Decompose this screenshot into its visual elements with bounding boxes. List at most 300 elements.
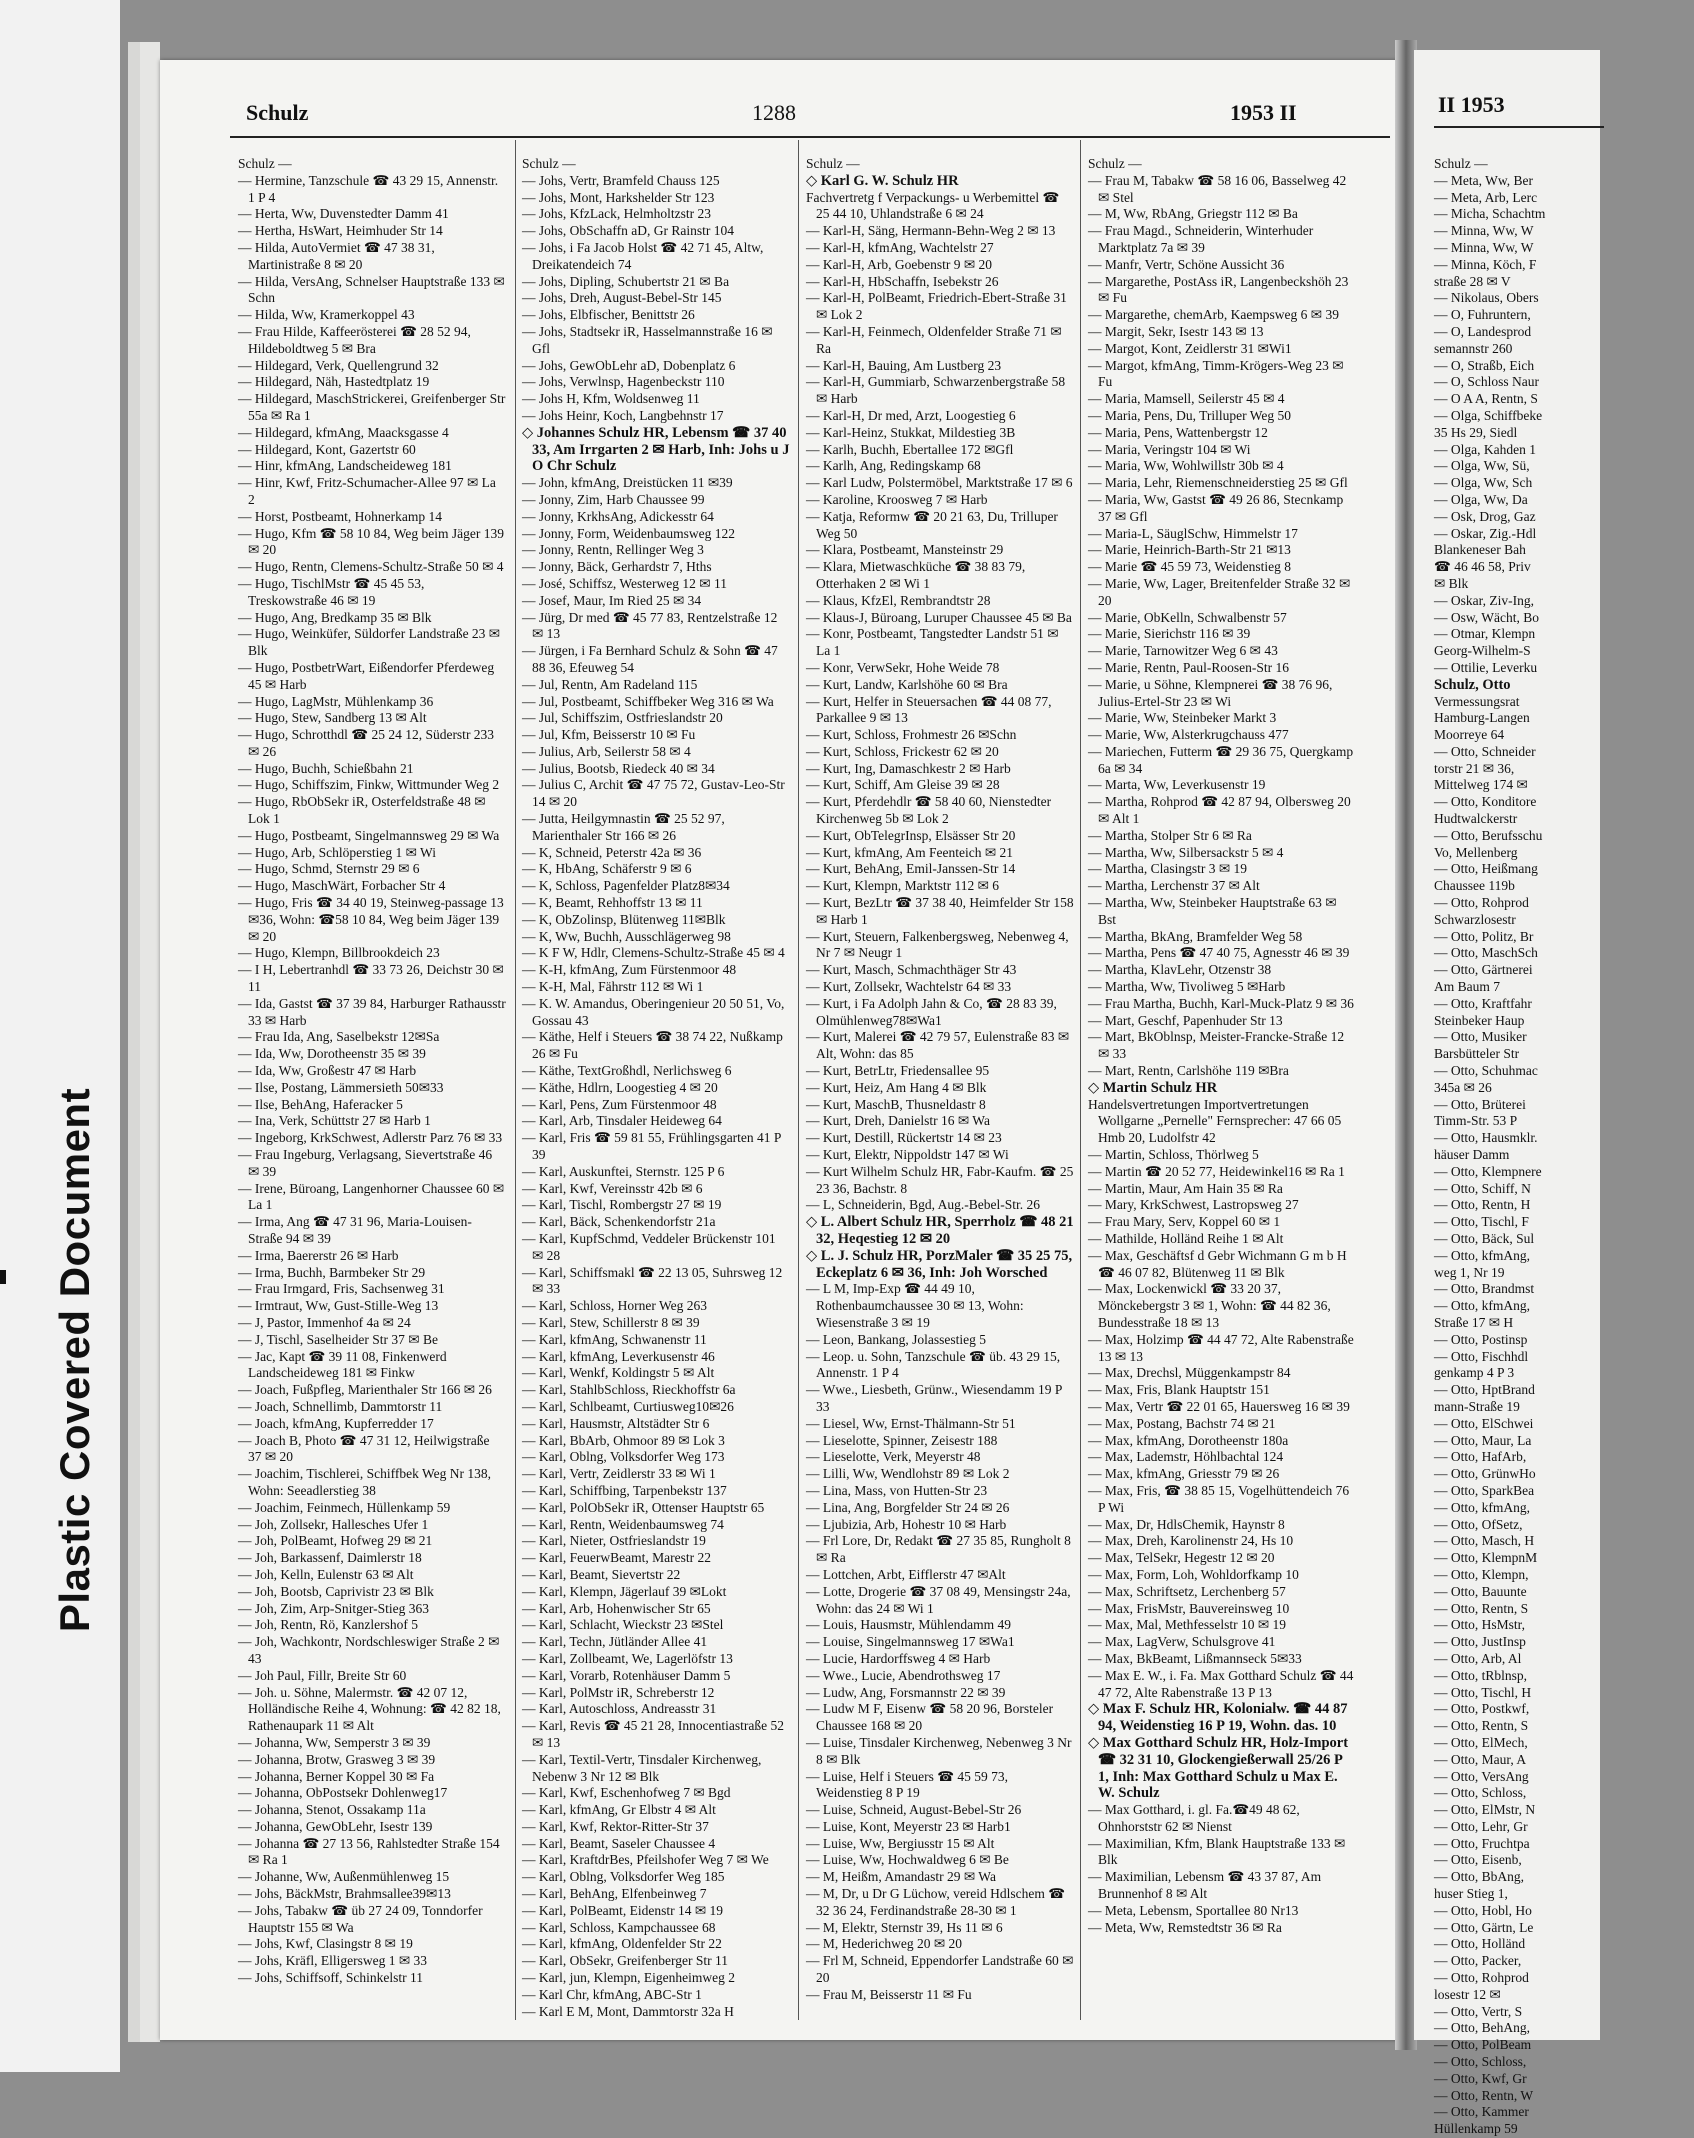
directory-entry: — Johs Heinr, Koch, Langbehnstr 17	[522, 407, 724, 423]
directory-entry: 35 Hs 29, Siedl	[1434, 424, 1518, 440]
directory-entry: — Marie ☎ 45 59 73, Weidenstieg 8	[1088, 559, 1291, 575]
directory-entry: — K, Beamt, Rehhoffstr 13 ✉ 11	[522, 895, 703, 911]
directory-entry: — M, Elektr, Sternstr 39, Hs 11 ✉ 6	[806, 1919, 1003, 1935]
directory-entry: Steinbeker Haup	[1434, 1012, 1525, 1028]
column-rule	[515, 140, 516, 2020]
directory-entry: torstr 21 ✉ 36,	[1434, 760, 1515, 776]
directory-entry: — Otto, ElMech,	[1434, 1734, 1528, 1750]
directory-entry: — Ida, Ww, Dorotheenstr 35 ✉ 39	[238, 1046, 426, 1062]
directory-entry: — Frau M, Beisserstr 11 ✉ Fu	[806, 1986, 972, 2002]
directory-entry: — Irma, Baererstr 26 ✉ Harb	[238, 1247, 399, 1263]
directory-entry: — Leon, Bankang, Jolassestieg 5	[806, 1331, 986, 1347]
directory-entry: — Karl-H, PolBeamt, Friedrich-Ebert-Straße 31 ✉ Lok 2	[806, 290, 1067, 323]
directory-entry: — Lieselotte, Spinner, Zeisestr 188	[806, 1432, 998, 1448]
directory-entry: — Konr, Postbeamt, Tangstedter Landstr 51 ✉ La 1	[806, 626, 1059, 659]
directory-entry: — Otto, Klempn,	[1434, 1566, 1529, 1582]
directory-entry: — Kurt, Landw, Karlshöhe 60 ✉ Bra	[806, 676, 1008, 692]
directory-entry: — Otto, PolBeam	[1434, 2037, 1532, 2053]
directory-entry: — Jürgen, i Fa Bernhard Schulz & Sohn ☎ 47 88 36, Efeuweg 54	[522, 643, 778, 675]
directory-entry: — M, Ww, RbAng, Griegstr 112 ✉ Ba	[1088, 206, 1298, 222]
directory-entry: — Hildegard, MaschStrickerei, Greifenberger Str 55a ✉ Ra 1	[238, 391, 506, 423]
directory-entry: Fachvertretg f Verpackungs- u Werbemittel ☎ 25 44 10, Uhlandstraße 6 ✉ 24	[806, 189, 1060, 222]
directory-entry: — Max E. W., i. Fa. Max Gotthard Schulz ☎ 44 47 72, Alte Rabenstraße 13 P 13	[1088, 1667, 1354, 1700]
directory-entry: — Klara, Postbeamt, Mansteinstr 29	[806, 542, 1004, 558]
directory-entry: — J, Tischl, Saselheider Str 37 ✉ Be	[238, 1331, 438, 1347]
directory-entry: — Otto, OfSetz,	[1434, 1516, 1523, 1532]
directory-entry: — Olga, Kahden 1	[1434, 441, 1536, 457]
directory-entry: — Hugo, Fris ☎ 34 40 19, Steinweg-passage 13 ✉36, Wohn: ☎58 10 84, Weg beim Jäger 139 ✉ 20	[238, 895, 504, 944]
directory-entry: — Mart, Geschf, Papenhuder Str 13	[1088, 1012, 1283, 1028]
directory-entry: — Max, BkBeamt, Lißmannseck 5✉33	[1088, 1650, 1302, 1666]
directory-entry: — Kurt, Schiff, Am Gleise 39 ✉ 28	[806, 777, 1000, 793]
directory-entry: — Frau Ida, Ang, Saselbekstr 12✉Sa	[238, 1029, 440, 1045]
directory-entry: — Otto, Rohprod	[1434, 1970, 1529, 1986]
directory-entry: genkamp 4 P 3	[1434, 1365, 1515, 1381]
column-rule	[1080, 140, 1081, 2020]
directory-entry: — Karl, Fris ☎ 59 81 55, Frühlingsgarten 41 P 39	[522, 1130, 781, 1163]
directory-entry: — Oskar, Ziv-Ing,	[1434, 592, 1534, 608]
directory-entry: — Louis, Hausmstr, Mühlendamm 49	[806, 1617, 1011, 1633]
directory-entry: — Otto, Postinsp	[1434, 1331, 1528, 1347]
directory-entry: — Frau Ingeburg, Verlagsang, Sievertstraße 46 ✉ 39	[238, 1147, 493, 1179]
directory-entry: — Karl, Hausmstr, Altstädter Str 6	[522, 1415, 710, 1431]
column-rule	[798, 140, 799, 2020]
directory-entry: — Kurt, BehAng, Emil-Janssen-Str 14	[806, 861, 1016, 877]
directory-entry: losestr 12 ✉	[1434, 1986, 1501, 2002]
directory-entry: — Mary, KrkSchwest, Lastropsweg 27	[1088, 1197, 1299, 1213]
directory-entry: — Hildegard, Näh, Hastedtplatz 19	[238, 374, 430, 390]
directory-entry: Georg-Wilhelm-S	[1434, 643, 1531, 659]
directory-entry: — Karl, Stew, Schillerstr 8 ✉ 39	[522, 1314, 700, 1330]
column-heading: Schulz —	[806, 156, 860, 171]
directory-entry: — Irene, Büroang, Langenhorner Chaussee 60 ✉ La 1	[238, 1180, 505, 1213]
directory-entry: — Margot, kfmAng, Timm-Krögers-Weg 23 ✉ Fu	[1088, 357, 1344, 390]
directory-entry: ◇ Martin Schulz HR	[1088, 1079, 1218, 1096]
directory-entry: — Karl, Kwf, Vereinsstr 42b ✉ 6	[522, 1180, 703, 1196]
directory-entry: mann-Straße 19	[1434, 1398, 1520, 1414]
directory-entry: — Kurt, MaschB, Thusneldastr 8	[806, 1096, 986, 1112]
directory-entry: — Johanna, Berner Koppel 30 ✉ Fa	[238, 1768, 435, 1784]
directory-entry: — Max, Mal, Methfesselstr 10 ✉ 19	[1088, 1617, 1287, 1633]
directory-entry: — Johs, Elbfischer, Benittstr 26	[522, 307, 695, 323]
directory-entry: — Hugo, Klempn, Billbrookdeich 23	[238, 945, 440, 961]
directory-entry: — L M, Imp-Exp ☎ 44 49 10, Rothenbaumchaussee 30 ✉ 13, Wohn: Wiesenstraße 3 ✉ 19	[806, 1281, 1024, 1330]
directory-entry: — Otto, Schloss,	[1434, 1785, 1527, 1801]
column-2	[522, 156, 790, 2026]
directory-entry: — Joh, Zim, Arp-Snitger-Stieg 363	[238, 1600, 429, 1616]
directory-entry: — Hugo, Arb, Schlöperstieg 1 ✉ Wi	[238, 844, 437, 860]
directory-entry: — Maria, Lehr, Riemenschneiderstieg 25 ✉ Gfl	[1088, 475, 1348, 491]
directory-entry: — Marie, Ww, Steinbeker Markt 3	[1088, 710, 1277, 726]
directory-entry: — Otto, Schiff, N	[1434, 1180, 1531, 1196]
directory-entry: — Irma, Ang ☎ 47 31 96, Maria-Louisen-Straße 94 ✉ 39	[238, 1214, 472, 1246]
directory-entry: — Maria, Ww, Wohlwillstr 30b ✉ 4	[1088, 458, 1284, 474]
directory-entry: — Lucie, Hardorffsweg 4 ✉ Harb	[806, 1650, 991, 1666]
directory-entry: — Hertha, HsWart, Heimhuder Str 14	[238, 223, 443, 239]
directory-entry: — Hugo, Stew, Sandberg 13 ✉ Alt	[238, 710, 427, 726]
directory-entry: — Marie, Sierichstr 116 ✉ 39	[1088, 626, 1251, 642]
directory-entry: — Johs, KfzLack, Helmholtzstr 23	[522, 206, 711, 222]
directory-entry: Hüllenkamp 59	[1434, 2121, 1518, 2137]
column-heading: Schulz —	[522, 156, 576, 171]
directory-entry: Moorreye 64	[1434, 727, 1505, 743]
directory-entry: — K-H, kfmAng, Zum Fürstenmoor 48	[522, 962, 737, 978]
side-label: Plastic Covered Document	[51, 1087, 98, 1633]
directory-entry: — Jonny, Bäck, Gerhardstr 7, Hths	[522, 559, 712, 575]
directory-entry: — Minna, Köch, F	[1434, 256, 1537, 272]
directory-entry: ◇ L. Albert Schulz HR, Sperrholz ☎ 48 21 32, Heqestieg 12 ✉ 20	[806, 1214, 1074, 1247]
directory-entry: — Meta, Lebensm, Sportallee 80 Nr13	[1088, 1902, 1299, 1918]
directory-entry: — Karl, Beamt, Sievertstr 22	[522, 1566, 681, 1582]
directory-entry: — Irmtraut, Ww, Gust-Stille-Weg 13	[238, 1298, 439, 1314]
directory-entry: — Hugo, Schiffszim, Finkw, Wittmunder Weg 2	[238, 777, 500, 793]
directory-entry: Schulz, Otto	[1434, 676, 1511, 693]
directory-entry: — Otto, Bauunte	[1434, 1583, 1527, 1599]
directory-entry: — Max, Postang, Bachstr 74 ✉ 21	[1088, 1415, 1276, 1431]
directory-entry: — Hugo, Ang, Bredkamp 35 ✉ Blk	[238, 609, 432, 625]
directory-entry: — Hugo, PostbetrWart, Eißendorfer Pferdeweg 45 ✉ Harb	[238, 659, 495, 692]
directory-entry: — Maria, Pens, Wattenbergstr 12	[1088, 424, 1268, 440]
directory-entry: — Otto, kfmAng,	[1434, 1247, 1530, 1263]
directory-entry: — Otmar, Klempn	[1434, 626, 1536, 642]
directory-entry: — Johs, Verwlnsp, Hagenbeckstr 110	[522, 374, 725, 390]
directory-entry: — Otto, Vertr, S	[1434, 2003, 1523, 2019]
directory-entry: — Luise, Ww, Bergiusstr 15 ✉ Alt	[806, 1835, 995, 1851]
directory-entry: — Jonny, Form, Weidenbaumsweg 122	[522, 525, 736, 541]
directory-entry: — Otto, Schneider	[1434, 743, 1536, 759]
directory-entry: Hamburg-Langen	[1434, 710, 1530, 726]
directory-entry: — Karl, Pens, Zum Fürstenmoor 48	[522, 1096, 717, 1112]
directory-entry: — Karl, jun, Klempn, Eigenheimweg 2	[522, 1970, 735, 1986]
directory-entry: — Karl, Schlacht, Wieckstr 23 ✉Stel	[522, 1617, 724, 1633]
directory-entry: — Kurt, BezLtr ☎ 37 38 40, Heimfelder Str 158 ✉ Harb 1	[806, 895, 1074, 927]
directory-entry: — Margarethe, PostAss iR, Langenbeckshöh 23 ✉ Fu	[1088, 273, 1349, 306]
directory-entry: — Johs, i Fa Jacob Holst ☎ 42 71 45, Altw, Dreikatendeich 74	[522, 239, 764, 272]
directory-entry: — Josef, Maur, Im Ried 25 ✉ 34	[522, 592, 702, 608]
directory-entry: — Johs, ObSchaffn aD, Gr Rainstr 104	[522, 223, 734, 239]
directory-entry: — K, Schloss, Pagenfelder Platz8✉34	[522, 878, 730, 894]
directory-entry: — Karl, Revis ☎ 45 21 28, Innocentiastraße 52 ✉ 13	[522, 1718, 785, 1750]
directory-entry: Handelsvertretungen Importvertretungen Wollgarne „Pernelle" Fernsprecher: 47 66 05 Hmb 20, Ludolfstr 42	[1088, 1096, 1342, 1146]
directory-entry: — O, Fuhruntern,	[1434, 307, 1531, 323]
directory-entry: — Karl, BbArb, Ohmoor 89 ✉ Lok 3	[522, 1432, 725, 1448]
directory-entry: — Otto, Brüterei	[1434, 1096, 1526, 1112]
directory-entry: — Ina, Verk, Schüttstr 27 ✉ Harb 1	[238, 1113, 431, 1129]
directory-entry: — José, Schiffsz, Westerweg 12 ✉ 11	[522, 575, 727, 591]
directory-entry: Timm-Str. 53 P	[1434, 1113, 1518, 1129]
directory-entry: — Otto, kfmAng,	[1434, 1499, 1530, 1515]
directory-entry: — Otto, JustInsp	[1434, 1634, 1526, 1650]
directory-entry: — Karl-H, Arb, Goebenstr 9 ✉ 20	[806, 256, 993, 272]
directory-entry: — Otto, kfmAng,	[1434, 1298, 1530, 1314]
directory-entry: — Liesel, Ww, Ernst-Thälmann-Str 51	[806, 1415, 1016, 1431]
directory-entry: huser Stieg 1,	[1434, 1886, 1508, 1902]
directory-entry: — John, kfmAng, Dreistücken 11 ✉39	[522, 475, 733, 491]
column-heading: Schulz —	[238, 156, 292, 171]
directory-entry: — Karl, Schlbeamt, Curtiusweg10✉26	[522, 1398, 734, 1414]
directory-entry: — Otto, Gärtn, Le	[1434, 1919, 1534, 1935]
directory-entry: — Otto, Rohprod	[1434, 895, 1529, 911]
directory-entry: — Luise, Tinsdaler Kirchenweg, Nebenweg 3 Nr 8 ✉ Blk	[806, 1734, 1072, 1767]
directory-entry: — Kurt, Dreh, Danielstr 16 ✉ Wa	[806, 1113, 990, 1129]
directory-entry: — Mart, Rentn, Carlshöhe 119 ✉Bra	[1088, 1063, 1289, 1079]
directory-entry: — Karl, Bäck, Schenkendorfstr 21a	[522, 1214, 716, 1230]
directory-entry: — Otto, MaschSch	[1434, 945, 1538, 961]
directory-entry: — Johanna, Stenot, Ossakamp 11a	[238, 1802, 426, 1818]
directory-entry: — Karl-H, Gummiarb, Schwarzenbergstraße 58 ✉ Harb	[806, 374, 1066, 407]
directory-entry: — Max, TelSekr, Hegestr 12 ✉ 20	[1088, 1550, 1275, 1566]
directory-entry: — Otto, Rentn, S	[1434, 1600, 1529, 1616]
directory-entry: — Kurt, Heiz, Am Hang 4 ✉ Blk	[806, 1079, 987, 1095]
directory-entry: — Luise, Helf i Steuers ☎ 45 59 73, Weidenstieg 8 P 19	[806, 1768, 1009, 1801]
directory-entry: — Ida, Ww, Großestr 47 ✉ Harb	[238, 1063, 417, 1079]
directory-entry: — Otto, Eisenb,	[1434, 1852, 1522, 1868]
scan-mark	[0, 1270, 6, 1284]
directory-entry: — Katja, Reformw ☎ 20 21 63, Du, Trilluper Weg 50	[806, 508, 1058, 541]
directory-entry: — Otto, HptBrand	[1434, 1382, 1535, 1398]
directory-entry: — Otto, Musiker	[1434, 1029, 1527, 1045]
directory-entry: — Otto, VersAng	[1434, 1768, 1529, 1784]
directory-entry: — Karl, ObSekr, Greifenberger Str 11	[522, 1953, 729, 1969]
directory-entry: — Martha, KlavLehr, Otzenstr 38	[1088, 962, 1272, 978]
directory-entry: — Hugo, LagMstr, Mühlenkamp 36	[238, 693, 434, 709]
directory-entry: — Hugo, Weinküfer, Süldorfer Landstraße 23 ✉ Blk	[238, 626, 501, 659]
directory-entry: — Karl, FeuerwBeamt, Marestr 22	[522, 1550, 711, 1566]
directory-entry: — Joach B, Photo ☎ 47 31 12, Heilwigstraße 37 ✉ 20	[238, 1432, 490, 1465]
directory-entry: — Hugo, MaschWärt, Forbacher Str 4	[238, 878, 446, 894]
directory-entry: — Kurt, Malerei ☎ 42 79 57, Eulenstraße 83 ✉ Alt, Wohn: das 85	[806, 1029, 1070, 1062]
directory-entry: — Karl-H, Dr med, Arzt, Loogestieg 6	[806, 407, 1016, 423]
directory-entry: — K, Ww, Buchh, Ausschlägerweg 98	[522, 928, 731, 944]
directory-entry: — Otto, Tischl, H	[1434, 1684, 1532, 1700]
directory-entry: — Karl, Klempn, Jägerlauf 39 ✉Lokt	[522, 1583, 727, 1599]
directory-entry: — Martha, Ww, Silbersackstr 5 ✉ 4	[1088, 844, 1284, 860]
side-margin	[0, 0, 120, 2072]
directory-entry: — Hugo, RbObSekr iR, Osterfeldstraße 48 ✉ Lok 1	[238, 794, 486, 827]
directory-entry: — Hugo, Buchh, Schießbahn 21	[238, 760, 414, 776]
directory-entry: — Karl, kfmAng, Gr Elbstr 4 ✉ Alt	[522, 1802, 716, 1818]
directory-entry: — Joh, PolBeamt, Hofweg 29 ✉ 21	[238, 1533, 433, 1549]
directory-entry: — Marie, Rentn, Paul-Roosen-Str 16	[1088, 659, 1289, 675]
directory-entry: — Johs, Dreh, August-Bebel-Str 145	[522, 290, 722, 306]
directory-entry: — Otto, Maur, La	[1434, 1432, 1532, 1448]
directory-entry: — Otto, Bäck, Sul	[1434, 1231, 1535, 1246]
directory-entry: — Lina, Ang, Borgfelder Str 24 ✉ 26	[806, 1499, 1010, 1515]
directory-entry: — Karl, Rentn, Weidenbaumsweg 74	[522, 1516, 724, 1532]
directory-entry: — Hilda, AutoVermiet ☎ 47 38 31, Martinistraße 8 ✉ 20	[238, 239, 435, 272]
directory-entry: — Hugo, Kfm ☎ 58 10 84, Weg beim Jäger 139 ✉ 20	[238, 525, 504, 558]
directory-entry: — Karl Ludw, Polstermöbel, Marktstraße 17 ✉ 6	[806, 475, 1073, 491]
directory-entry: — Otto, Arb, Al	[1434, 1650, 1522, 1666]
directory-entry: — Martha, Rohprod ☎ 42 87 94, Olbersweg 20 ✉ Alt 1	[1088, 794, 1351, 827]
directory-entry: — Frau Mary, Serv, Koppel 60 ✉ 1	[1088, 1214, 1281, 1230]
directory-entry: — Joach, Fußpfleg, Marienthaler Str 166 ✉ 26	[238, 1382, 492, 1398]
directory-entry: — Olga, Ww, Sch	[1434, 475, 1533, 491]
directory-entry: — Micha, Schachtm	[1434, 206, 1546, 222]
directory-entry: — Johs, Tabakw ☎ üb 27 24 09, Tonndorfer Hauptstr 155 ✉ Wa	[238, 1902, 483, 1935]
directory-entry: — Kurt, kfmAng, Am Feenteich ✉ 21	[806, 844, 1014, 860]
directory-entry: — Ludw M F, Eisenw ☎ 58 20 96, Borsteler Chaussee 168 ✉ 20	[806, 1701, 1054, 1734]
directory-entry: — Margarethe, chemArb, Kaempsweg 6 ✉ 39	[1088, 307, 1339, 323]
directory-entry: — Johs, Stadtsekr iR, Hasselmannstraße 16 ✉ Gfl	[522, 323, 773, 356]
directory-entry: — Julius, Bootsb, Riedeck 40 ✉ 34	[522, 760, 715, 776]
directory-entry: ☎ 46 46 58, Priv	[1434, 559, 1531, 575]
directory-entry: — Max, FrisMstr, Bauvereinsweg 10	[1088, 1600, 1290, 1616]
directory-entry: — Hildegard, kfmAng, Maacksgasse 4	[238, 424, 449, 440]
directory-entry: — Martha, Ww, Tivoliweg 5 ✉Harb	[1088, 979, 1286, 995]
directory-entry: — K F W, Hdlr, Clemens-Schultz-Straße 45 ✉ 4	[522, 945, 785, 961]
directory-entry: — Otto, HsMstr,	[1434, 1617, 1525, 1633]
directory-entry: — Max Gotthard, i. gl. Fa.☎49 48 62, Ohnhorststr 62 ✉ Nienst	[1088, 1802, 1300, 1834]
directory-entry: — K, Schneid, Peterstr 42a ✉ 36	[522, 844, 702, 860]
directory-entry: — Otto, Packer,	[1434, 1953, 1522, 1969]
directory-entry: — Otto, Holländ	[1434, 1936, 1526, 1952]
directory-entry: — Joach, kfmAng, Kupferredder 17	[238, 1415, 434, 1431]
directory-entry: ◇ Max Gotthard Schulz HR, Holz-Import ☎ 32 31 10, Glockengießerwall 25/26 P 1, Inh: Max Gotthard Schulz u Max E. W. Schulz	[1088, 1734, 1349, 1802]
directory-entry: — L, Schneiderin, Bgd, Aug.-Bebel-Str. 26	[806, 1197, 1040, 1213]
directory-entry: — Ludw, Ang, Forsmannstr 22 ✉ 39	[806, 1684, 1006, 1700]
directory-entry: — Karl, Techn, Jütländer Allee 41	[522, 1634, 708, 1650]
directory-entry: — Jac, Kapt ☎ 39 11 08, Finkenwerd Landscheideweg 181 ✉ Finkw	[238, 1348, 447, 1381]
directory-entry: — Maximilian, Lebensm ☎ 43 37 87, Am Brunnenhof 8 ✉ Alt	[1088, 1869, 1322, 1902]
directory-entry: — Karl, StahlbSchloss, Rieckhoffstr 6a	[522, 1382, 736, 1398]
directory-entry: — Otto, ElSchwei	[1434, 1415, 1534, 1431]
directory-entry: — Karl, kfmAng, Leverkusenstr 46	[522, 1348, 715, 1364]
directory-entry: — Marie, ObKelln, Schwalbenstr 57	[1088, 609, 1287, 625]
directory-entry: — Johanna ☎ 27 13 56, Rahlstedter Straße 154 ✉ Ra 1	[238, 1835, 500, 1868]
directory-entry: — Joh, Kelln, Eulenstr 63 ✉ Alt	[238, 1566, 414, 1582]
directory-entry: — O A A, Rentn, S	[1434, 391, 1538, 407]
directory-entry: — O, Schloss Naur	[1434, 374, 1539, 390]
directory-entry: — Martin, Maur, Am Hain 35 ✉ Ra	[1088, 1180, 1283, 1196]
directory-entry: — Karl, Oblng, Volksdorfer Weg 185	[522, 1869, 725, 1885]
directory-entry: ✉ Blk	[1434, 575, 1469, 591]
directory-entry: — Johs, Kwf, Clasingstr 8 ✉ 19	[238, 1936, 413, 1952]
directory-entry: semannstr 260	[1434, 340, 1513, 356]
directory-entry: — Max, Schriftsetz, Lerchenberg 57	[1088, 1583, 1286, 1599]
directory-entry: — Ljubizia, Arb, Hohestr 10 ✉ Harb	[806, 1516, 1007, 1532]
directory-entry: — Kurt, Elektr, Nippoldstr 147 ✉ Wi	[806, 1147, 1009, 1163]
directory-entry: — Hugo, Rentn, Clemens-Schultz-Straße 50 ✉ 4	[238, 559, 504, 575]
directory-entry: — Joh Paul, Fillr, Breite Str 60	[238, 1667, 407, 1683]
directory-entry: — Ilse, Postang, Lämmersieth 50✉33	[238, 1079, 444, 1095]
directory-entry: — Max, Dreh, Karolinenstr 24, Hs 10	[1088, 1533, 1294, 1549]
directory-entry: — K. W. Amandus, Oberingenieur 20 50 51, Vo, Gossau 43	[522, 995, 785, 1028]
directory-entry: — Marie, u Söhne, Klempnerei ☎ 38 76 96, Julius-Ertel-Str 23 ✉ Wi	[1088, 676, 1333, 709]
directory-entry: Hudtwalckerstr	[1434, 811, 1518, 827]
directory-entry: — Jutta, Heilgymnastin ☎ 25 52 97, Marienthaler Str 166 ✉ 26	[522, 811, 725, 843]
directory-entry: — Karl-H, HbSchaffn, Isebekstr 26	[806, 273, 999, 289]
directory-entry: Vermessungsrat	[1434, 693, 1520, 709]
directory-entry: — Kurt, i Fa Adolph Jahn & Co, ☎ 28 83 39, Olmühlenweg78✉Wa1	[806, 995, 1057, 1028]
directory-entry: — Max, Lockenwickl ☎ 33 20 37, Mönckebergstr 3 ✉ 1, Wohn: ☎ 44 82 36, Bundesstraße 18 ✉ 13	[1088, 1281, 1331, 1330]
directory-entry: — Maria, Veringstr 104 ✉ Wi	[1088, 441, 1251, 457]
directory-entry: — Karl-H, Feinmech, Oldenfelder Straße 71 ✉ Ra	[806, 323, 1062, 356]
directory-entry: — Hugo, Schrotthdl ☎ 25 24 12, Süderstr 233 ✉ 26	[238, 727, 495, 759]
directory-entry: — Karl, Zollbeamt, We, Lagerlöfstr 13	[522, 1650, 733, 1666]
directory-entry: — Max, LagVerw, Schulsgrove 41	[1088, 1634, 1276, 1650]
header-rule	[1434, 126, 1604, 128]
directory-entry: — Klaus-J, Büroang, Luruper Chaussee 45 ✉ Ba	[806, 609, 1072, 625]
directory-entry: — Marta, Ww, Leverkusenstr 19	[1088, 777, 1266, 793]
directory-entry: — Karl, Auskunftei, Sternstr. 125 P 6	[522, 1163, 725, 1179]
directory-entry: — Otto, Fischhdl	[1434, 1348, 1529, 1364]
directory-entry: — Marie, Heinrich-Barth-Str 21 ✉13	[1088, 542, 1291, 558]
directory-entry: — Otto, Klempnere	[1434, 1163, 1542, 1179]
directory-entry: — K, ObZolinsp, Blütenweg 11✉Blk	[522, 911, 726, 927]
directory-entry: — Karl, Schloss, Horner Weg 263	[522, 1298, 708, 1314]
column-heading: Schulz —	[1088, 156, 1142, 171]
directory-entry: — Ilse, BehAng, Haferacker 5	[238, 1096, 403, 1112]
directory-entry: — Otto, Schuhmac	[1434, 1063, 1538, 1079]
running-head-right: 1953 II	[1230, 100, 1297, 125]
directory-entry: — Otto, Postkwf,	[1434, 1701, 1530, 1717]
directory-entry: ◇ Max F. Schulz HR, Kolonialw. ☎ 44 87 94, Weidenstieg 16 P 19, Wohn. das. 10	[1088, 1701, 1348, 1735]
directory-entry: — Johanna, Ww, Semperstr 3 ✉ 39	[238, 1734, 431, 1750]
directory-entry: — Frl Lore, Dr, Redakt ☎ 27 35 85, Rungholt 8 ✉ Ra	[806, 1533, 1071, 1566]
directory-entry: — Olga, Ww, Sü,	[1434, 458, 1530, 474]
directory-entry: — Martin ☎ 20 52 77, Heidewinkel16 ✉ Ra 1	[1088, 1163, 1345, 1179]
directory-entry: — Ida, Gastst ☎ 37 39 84, Harburger Rathausstr 33 ✉ Harb	[238, 995, 506, 1028]
directory-entry: — Martha, BkAng, Bramfelder Weg 58	[1088, 928, 1303, 944]
directory-entry: Blankeneser Bah	[1434, 542, 1526, 558]
directory-entry: — Karl, Tischl, Rombergstr 27 ✉ 19	[522, 1197, 722, 1213]
directory-entry: weg 1, Nr 19	[1434, 1264, 1505, 1280]
directory-entry: — Karl, PolBeamt, Eidenstr 14 ✉ 19	[522, 1902, 724, 1918]
directory-entry: ◇ L. J. Schulz HR, PorzMaler ☎ 35 25 75, Eckeplatz 6 ✉ 36, Inh: Joh Worsched	[806, 1247, 1073, 1281]
directory-entry: — Mariechen, Futterm ☎ 29 36 75, Quergkamp 6a ✉ 34	[1088, 743, 1354, 776]
directory-entry: — Kurt Wilhelm Schulz HR, Fabr-Kaufm. ☎ 25 23 36, Bachstr. 8	[806, 1163, 1074, 1196]
directory-entry: — Otto, BehAng,	[1434, 2020, 1530, 2036]
directory-entry: — Luise, Ww, Hochwaldweg 6 ✉ Be	[806, 1852, 1009, 1868]
directory-entry: — Joh, Zollsekr, Hallesches Ufer 1	[238, 1516, 429, 1532]
directory-entry: — O, Landesprod	[1434, 323, 1532, 339]
directory-entry: — Frau Martha, Buchh, Karl-Muck-Platz 9 ✉ 36	[1088, 995, 1354, 1011]
directory-entry: Chaussee 119b	[1434, 878, 1515, 894]
directory-entry: — Karl, Schiffbing, Tarpenbekstr 137	[522, 1482, 727, 1498]
directory-entry: — Karl, Schloss, Kampchaussee 68	[522, 1919, 716, 1935]
directory-entry: — Maria, Ww, Gastst ☎ 49 26 86, Stecnkamp 37 ✉ Gfl	[1088, 491, 1344, 524]
directory-entry: ◇ Johannes Schulz HR, Lebensm ☎ 37 40 33, Am Irrgarten 2 ✉ Harb, Inh: Johs u J O Chr Schulz	[522, 424, 790, 475]
directory-entry: häuser Damm	[1434, 1147, 1510, 1163]
directory-entry: — Minna, Ww, W	[1434, 239, 1534, 255]
directory-entry: — Karl, Beamt, Saseler Chaussee 4	[522, 1835, 716, 1851]
directory-entry: — Otto, Fruchtpa	[1434, 1835, 1530, 1851]
directory-entry: — Karl E M, Mont, Dammtorstr 32a H	[522, 2003, 734, 2019]
directory-entry: — Julius C, Archit ☎ 47 75 72, Gustav-Leo-Str 14 ✉ 20	[522, 777, 785, 810]
facing-running-head: II 1953	[1438, 92, 1505, 117]
directory-entry: — Otto, KlempnM	[1434, 1550, 1538, 1566]
directory-entry: — Klaus, KfzEl, Rembrandtstr 28	[806, 592, 991, 608]
directory-entry: — Karl, Arb, Hohenwischer Str 65	[522, 1600, 711, 1616]
directory-entry: — Minna, Ww, W	[1434, 223, 1534, 239]
directory-entry: — Karl, Nieter, Ostfrieslandstr 19	[522, 1533, 706, 1549]
directory-entry: — Otto, GrünwHo	[1434, 1466, 1536, 1482]
directory-entry: — Luise, Kont, Meyerstr 23 ✉ Harb1	[806, 1818, 1011, 1834]
directory-entry: — Jonny, KrkhsAng, Adickesstr 64	[522, 508, 714, 524]
directory-entry: — Ottilie, Leverku	[1434, 659, 1538, 675]
directory-entry: — Otto, ElMstr, N	[1434, 1802, 1536, 1818]
directory-entry: straße 28 ✉ V	[1434, 273, 1511, 289]
directory-entry: — Otto, Politz, Br	[1434, 928, 1534, 944]
directory-entry: — Hildegard, Kont, Gazertstr 60	[238, 441, 416, 457]
directory-entry: — Manfr, Vertr, Schöne Aussicht 36	[1088, 256, 1285, 272]
directory-entry: — Johs, GewObLehr aD, Dobenplatz 6	[522, 357, 736, 373]
directory-entry: — Osk, Drog, Gaz	[1434, 508, 1536, 524]
directory-entry: — Max, kfmAng, Dorotheenstr 180a	[1088, 1432, 1289, 1448]
directory-entry: — Johs, Dipling, Schubertstr 21 ✉ Ba	[522, 273, 730, 289]
directory-entry: — Meta, Ww, Ber	[1434, 172, 1533, 188]
